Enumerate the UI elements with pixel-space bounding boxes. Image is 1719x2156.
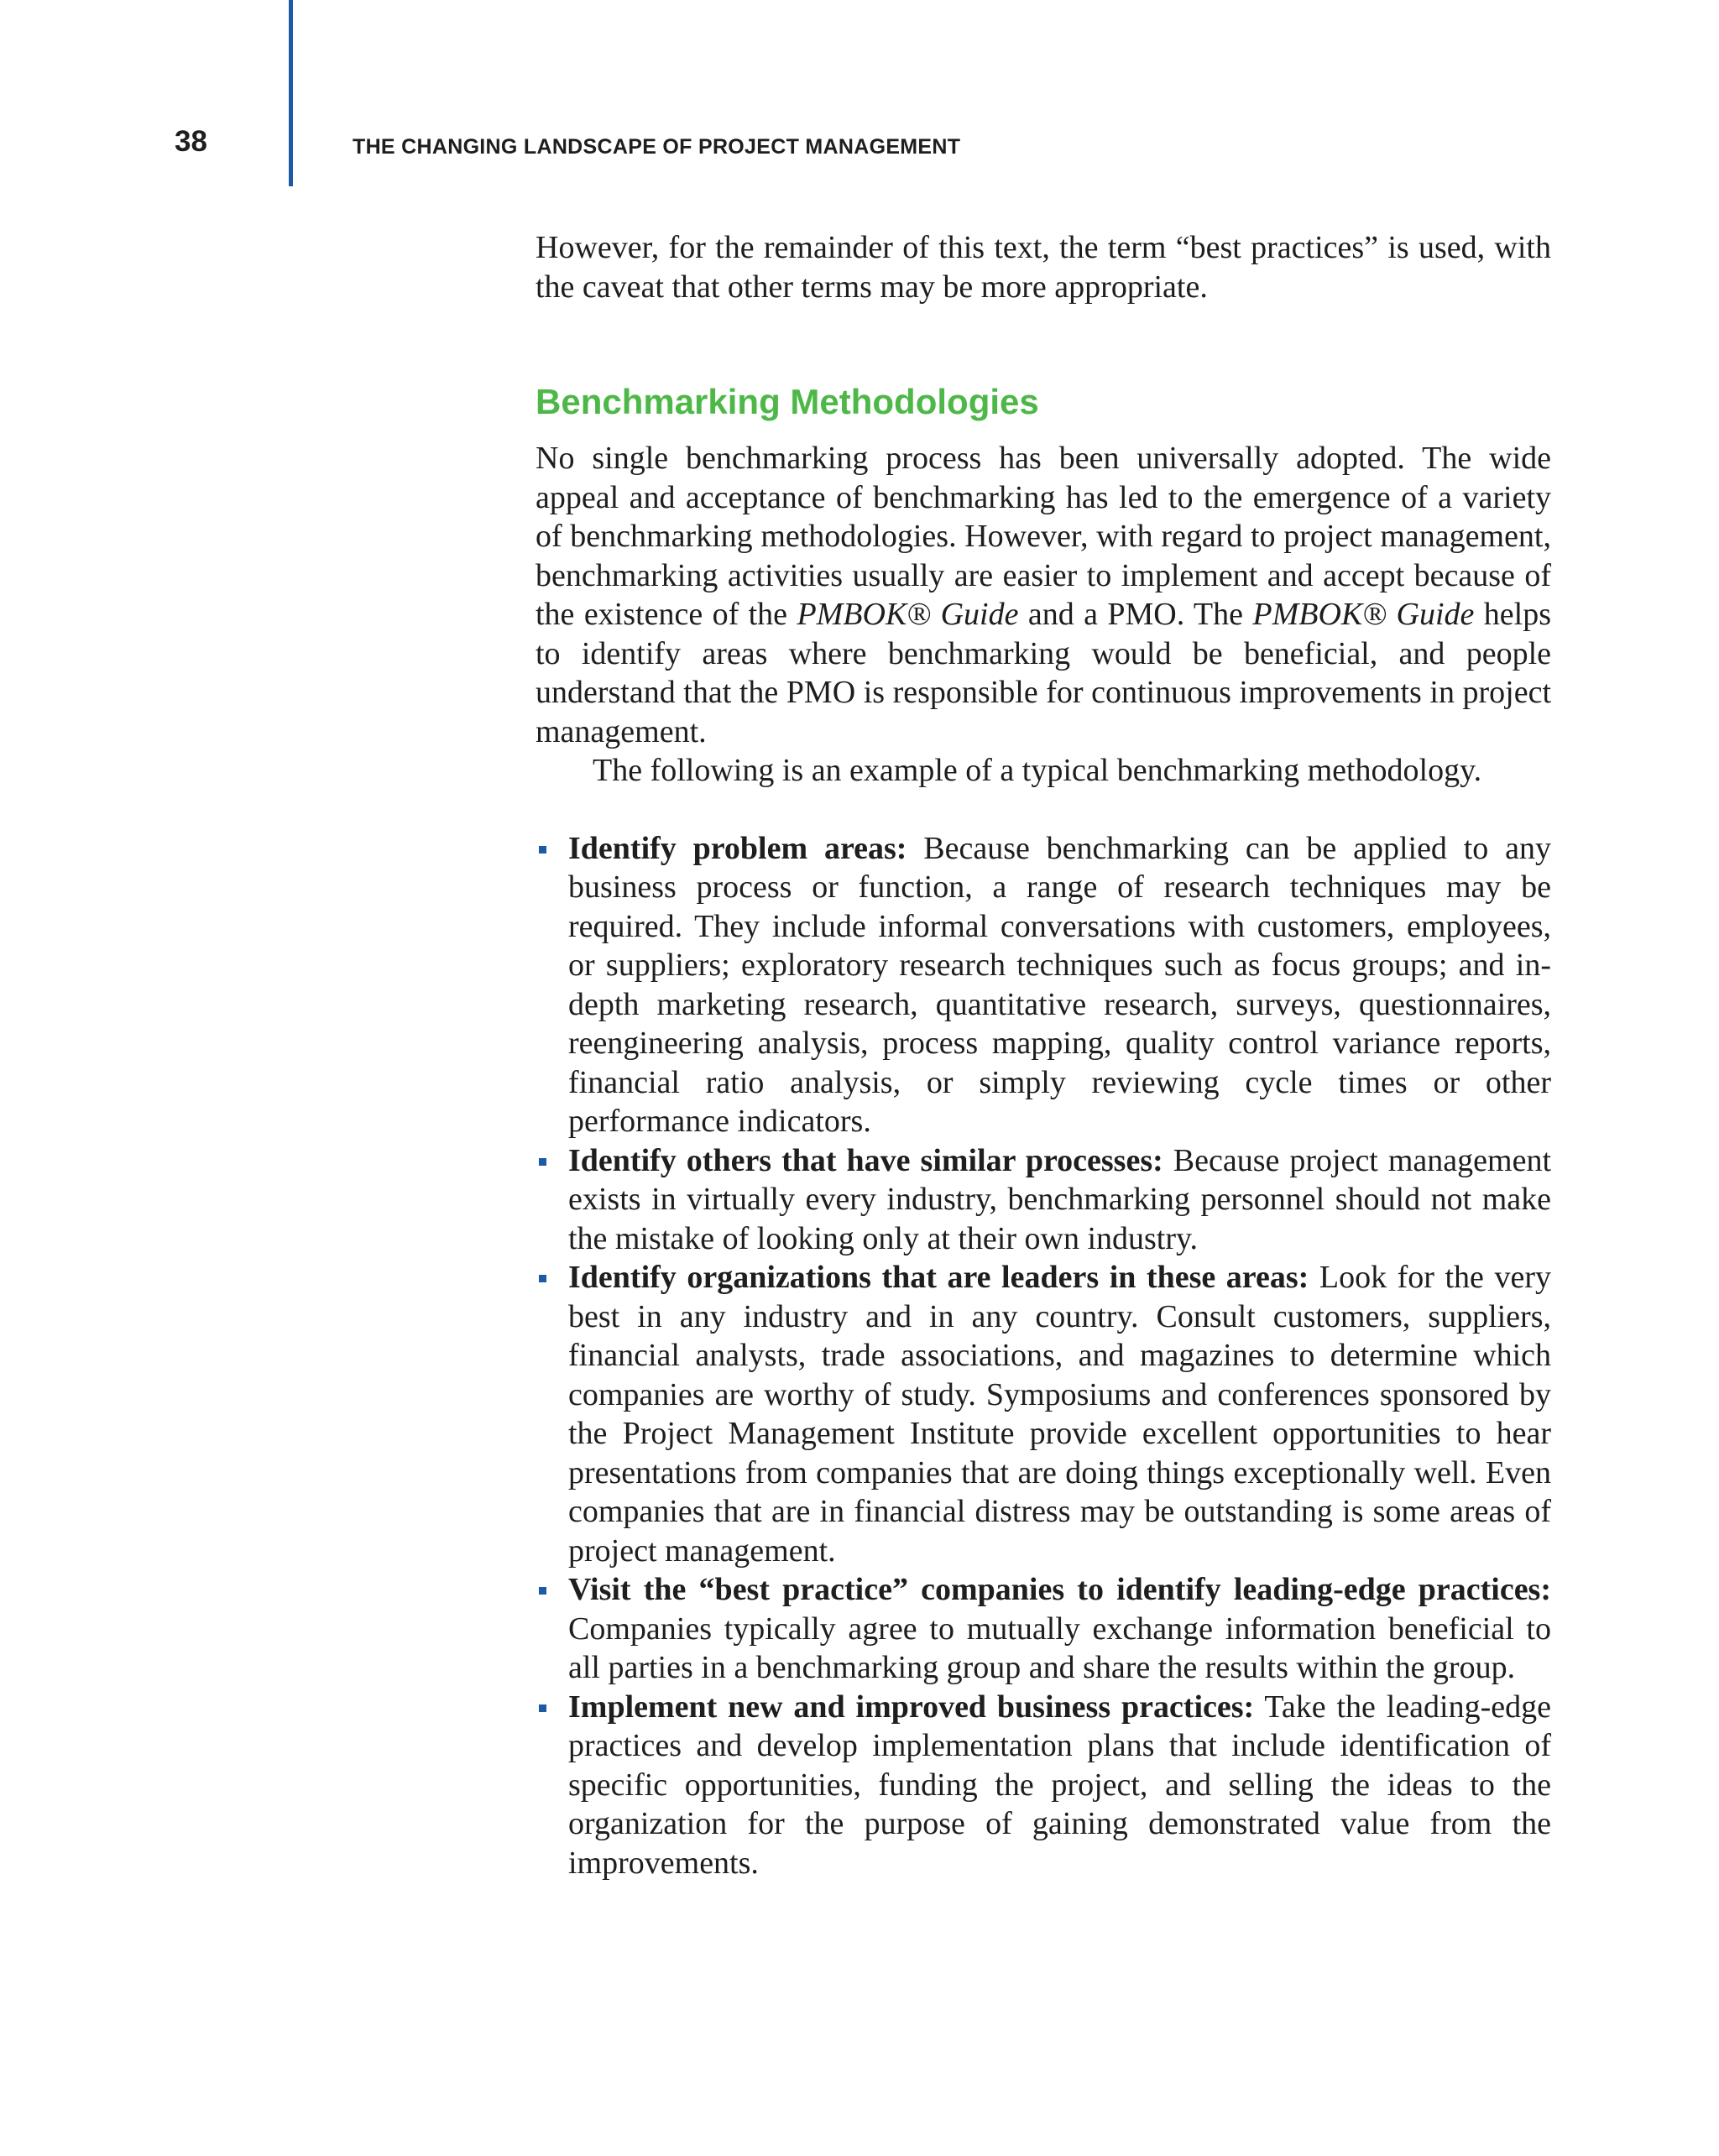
list-item-lead: Identify organizations that are leaders in these areas:: [568, 1260, 1309, 1295]
list-item-text: Take the leading-edge practices and develop implementation plans that include identification of specific opportunities, funding the project, and selling the ideas to the organization for the purpose of gaining demonstrated value from the improvements.: [568, 1689, 1551, 1881]
running-head: THE CHANGING LANDSCAPE OF PROJECT MANAGEMENT: [353, 135, 961, 159]
list-item-lead: Identify others that have similar processes:: [568, 1142, 1163, 1178]
body-paragraph: The following is an example of a typical benchmarking methodology.: [593, 753, 1482, 788]
list-item-lead: Visit the “best practice” companies to identify leading-edge practices:: [568, 1572, 1551, 1607]
list-item-text: Look for the very best in any industry and in any country. Consult customers, suppliers, financial analysts, trade associations, and magazines to determine which companies are worthy of study. Symposiums and conferences sponsored by the Project Management Institute provide excellent opportunities to hear presentations from companies that are doing things exceptionally well. Even companies that are in financial distress may be outstanding is some areas of project management.: [568, 1260, 1552, 1569]
square-bullet-icon: [539, 1587, 546, 1595]
intro-paragraph: However, for the remainder of this text, the term “best practices” is used, with the caveat that other terms may be more appropriate.: [536, 230, 1551, 305]
pmbok-guide-title: PMBOK® Guide: [797, 597, 1019, 632]
list-item-text: Companies typically agree to mutually exchange information beneficial to all parties in a benchmarking group and share the results within the group.: [568, 1610, 1551, 1685]
section-heading: Benchmarking Methodologies: [536, 382, 1039, 421]
paragraph-text: No single benchmarking process has been universally adopted. The wide appeal and acceptance of benchmarking has led to the emergence of a variety of benchmarking methodologies. However, with regard to project management, benchmarking activities usually are easier to implement and accept because of the existence of the: [536, 441, 1551, 632]
list-item: [536, 1688, 1551, 1883]
body-paragraph: [536, 439, 1551, 751]
list-item-text: Because benchmarking can be applied to any business process or function, a range of research techniques may be required. They include informal conversations with customers, employees, or suppliers; exploratory research techniques such as focus groups; and in-depth marketing research, quantitative research, surveys, questionnaires, reengineering analysis, process mapping, quality control variance reports, financial ratio analysis, or simply reviewing cycle times or other performance indicators.: [568, 830, 1551, 1139]
list-item: [536, 1570, 1551, 1688]
list-item: [536, 1258, 1551, 1570]
square-bullet-icon: [539, 846, 546, 854]
square-bullet-icon: [539, 1158, 546, 1166]
square-bullet-icon: [539, 1275, 546, 1282]
page-body: [536, 228, 1551, 1882]
list-item-lead: Implement new and improved business practices:: [568, 1689, 1255, 1725]
paragraph-text: helps to identify areas where benchmarking would be beneficial, and people understand that the PMO is responsible for continuous improvements in project management.: [536, 597, 1551, 749]
list-item-text: Because project management exists in virtually every industry, benchmarking personnel should not make the mistake of looking only at their own industry.: [568, 1142, 1551, 1256]
list-item-lead: Identify problem areas:: [568, 830, 907, 866]
square-bullet-icon: [539, 1704, 546, 1712]
methodology-list: [536, 829, 1551, 1883]
pmbok-guide-title: PMBOK® Guide: [1252, 597, 1475, 632]
paragraph-text: and a PMO. The: [1018, 597, 1253, 632]
list-item: [536, 829, 1551, 1141]
list-item: [536, 1141, 1551, 1259]
page-number: 38: [175, 125, 207, 158]
header-rule: [289, 0, 293, 186]
